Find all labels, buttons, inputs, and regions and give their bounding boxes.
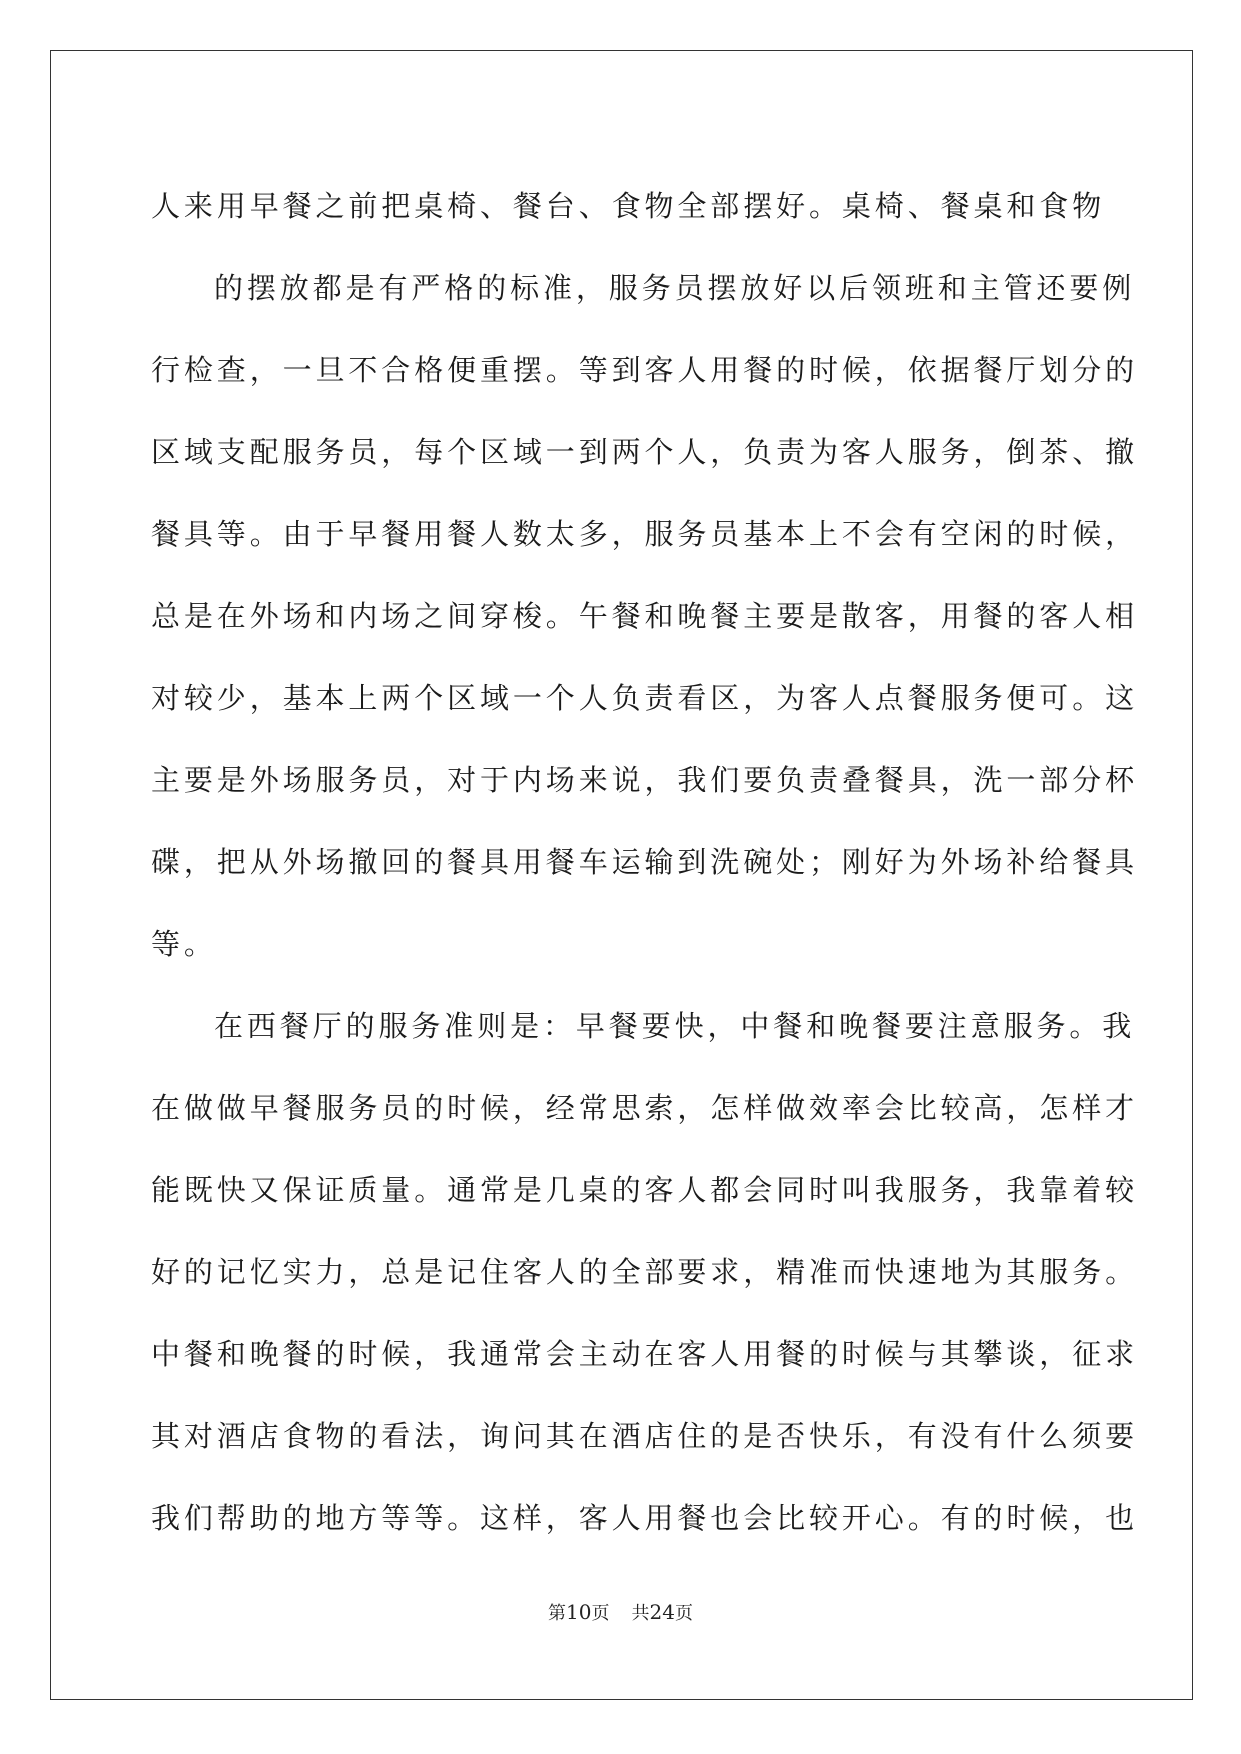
text-line-5: 餐具等。由于早餐用餐人数太多，服务员基本上不会有空闲的时候， — [151, 517, 1139, 551]
text-line-4: 区域支配服务员，每个区域一到两个人，负责为客人服务，倒茶、撤 — [151, 435, 1139, 469]
text-line-11: 在西餐厅的服务准则是：早餐要快，中餐和晚餐要注意服务。我 — [214, 1009, 1136, 1043]
text-line-14: 好的记忆实力，总是记住客人的全部要求，精准而快速地为其服务。 — [151, 1255, 1139, 1289]
footer-page-mid: 页 — [591, 1603, 610, 1624]
footer-page-current: 10 — [566, 1600, 592, 1624]
footer-page-total: 24 — [649, 1600, 675, 1624]
text-line-3: 行检查，一旦不合格便重摆。等到客人用餐的时候，依据餐厅划分的 — [151, 353, 1139, 387]
text-line-9: 碟，把从外场撤回的餐具用餐车运输到洗碗处；刚好为外场补给餐具 — [151, 845, 1139, 879]
text-line-16: 其对酒店食物的看法，询问其在酒店住的是否快乐，有没有什么须要 — [151, 1419, 1139, 1453]
footer-page-prefix: 第 — [548, 1603, 567, 1624]
text-line-17: 我们帮助的地方等等。这样，客人用餐也会比较开心。有的时候，也 — [151, 1501, 1139, 1535]
footer-total-prefix: 共 — [631, 1603, 650, 1624]
text-line-8: 主要是外场服务员，对于内场来说，我们要负责叠餐具，洗一部分杯 — [151, 763, 1139, 797]
text-line-12: 在做做早餐服务员的时候，经常思索，怎样做效率会比较高，怎样才 — [151, 1091, 1139, 1125]
text-line-7: 对较少，基本上两个区域一个人负责看区，为客人点餐服务便可。这 — [151, 681, 1139, 715]
document-body — [151, 165, 1139, 1559]
page-footer — [0, 1600, 1241, 1626]
text-line-1: 人来用早餐之前把桌椅、餐台、食物全部摆好。桌椅、餐桌和食物 — [151, 189, 1106, 223]
text-line-2: 的摆放都是有严格的标准，服务员摆放好以后领班和主管还要例 — [214, 271, 1136, 305]
text-line-15: 中餐和晚餐的时候，我通常会主动在客人用餐的时候与其攀谈，征求 — [151, 1337, 1139, 1371]
text-line-6: 总是在外场和内场之间穿梭。午餐和晚餐主要是散客，用餐的客人相 — [151, 599, 1139, 633]
footer-total-suffix: 页 — [674, 1603, 693, 1624]
text-line-10: 等。 — [151, 927, 217, 961]
text-line-13: 能既快又保证质量。通常是几桌的客人都会同时叫我服务，我靠着较 — [151, 1173, 1139, 1207]
